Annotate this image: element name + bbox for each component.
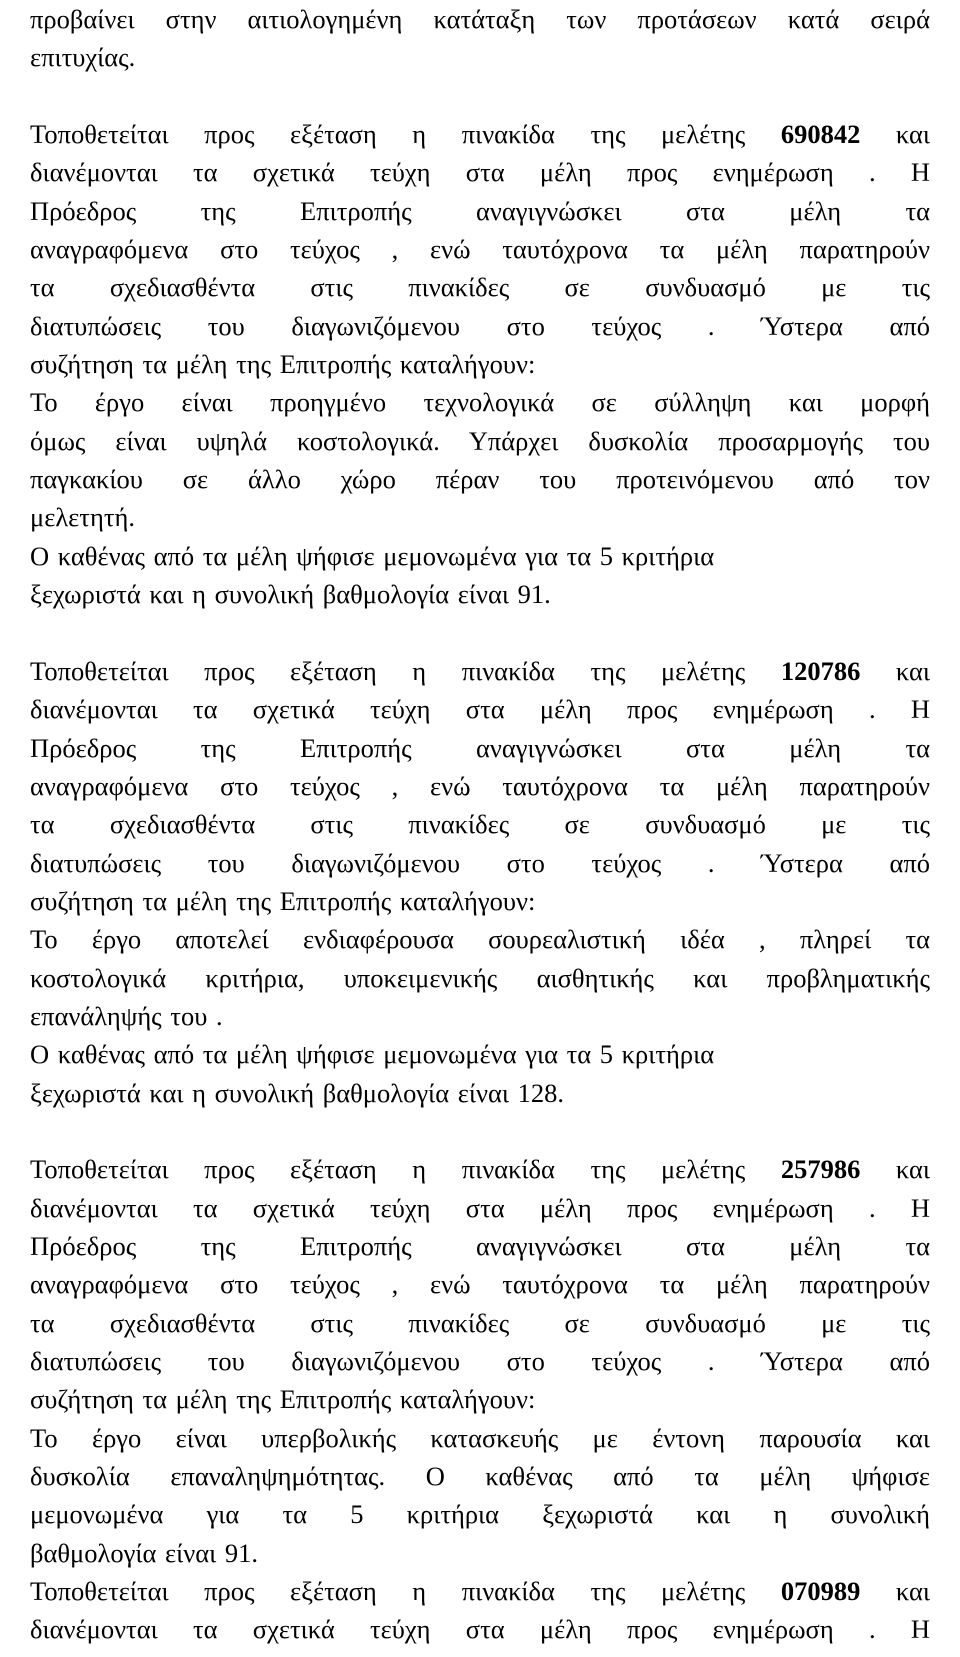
text-line bbox=[30, 1150, 930, 1188]
text-line: Το έργο αποτελεί ενδιαφέρουσα σουρεαλιστική ιδέα , πληρεί τα bbox=[30, 924, 930, 955]
text-line: Ο καθένας από τα μέλη ψήφισε μεμονωμένα για τα 5 κριτήρια bbox=[30, 1039, 715, 1070]
text-line-tail: και bbox=[860, 119, 930, 150]
text-line-tail: και bbox=[860, 1576, 930, 1607]
text-line: αναγραφόμενα στο τεύχος , ενώ ταυτόχρονα τα μέλη παρατηρούν bbox=[30, 770, 930, 801]
text-line: βαθμολογία είναι 91. bbox=[30, 1537, 258, 1568]
text-line: τα σχεδιασθέντα στις πινακίδες σε συνδυασμό με τις bbox=[30, 1307, 930, 1338]
text-line-lead: Τοποθετείται προς εξέταση η πινακίδα της μελέτης bbox=[30, 1154, 781, 1185]
text-line-lead: Τοποθετείται προς εξέταση η πινακίδα της μελέτης bbox=[30, 119, 781, 150]
document-page bbox=[30, 0, 930, 1649]
text-line: αναγραφόμενα στο τεύχος , ενώ ταυτόχρονα τα μέλη παρατηρούν bbox=[30, 234, 930, 265]
text-line bbox=[30, 652, 930, 690]
text-line: Το έργο είναι προηγμένο τεχνολογικά σε σύλληψη και μορφή bbox=[30, 387, 930, 418]
text-line: ξεχωριστά και η συνολική βαθμολογία είναι 91. bbox=[30, 579, 551, 610]
text-line: κοστολογικά κριτήρια, υποκειμενικής αισθητικής και προβληματικής bbox=[30, 962, 930, 993]
text-line-tail: και bbox=[860, 655, 930, 686]
text-line: συζήτηση τα μέλη της Επιτροπής καταλήγουν: bbox=[30, 1384, 536, 1415]
text-line: επιτυχίας. bbox=[30, 42, 136, 73]
text-line: τα σχεδιασθέντα στις πινακίδες σε συνδυασμό με τις bbox=[30, 272, 930, 303]
study-number: 257986 bbox=[780, 1154, 861, 1185]
paragraph-gap bbox=[30, 614, 930, 652]
text-line: διανέμονται τα σχετικά τεύχη στα μέλη προς ενημέρωση . Η bbox=[30, 1192, 930, 1223]
text-line-tail: και bbox=[860, 1154, 930, 1185]
paragraph-gap bbox=[30, 77, 930, 115]
text-line: τα σχεδιασθέντα στις πινακίδες σε συνδυασμό με τις bbox=[30, 809, 930, 840]
text-line: διατυπώσεις του διαγωνιζόμενου στο τεύχος . Ύστερα από bbox=[30, 310, 930, 341]
text-line: Ο καθένας από τα μέλη ψήφισε μεμονωμένα για τα 5 κριτήρια bbox=[30, 540, 715, 571]
text-line: αναγραφόμενα στο τεύχος , ενώ ταυτόχρονα τα μέλη παρατηρούν bbox=[30, 1269, 930, 1300]
paragraph-gap bbox=[30, 1112, 930, 1150]
text-line: μελετητή. bbox=[30, 502, 135, 533]
text-line: Πρόεδρος της Επιτροπής αναγιγνώσκει στα μέλη τα bbox=[30, 1231, 930, 1261]
text-line-lead: Τοποθετείται προς εξέταση η πινακίδα της μελέτης bbox=[30, 655, 781, 686]
text-line: διανέμονται τα σχετικά τεύχη στα μέλη προς ενημέρωση . Η bbox=[30, 157, 930, 188]
text-line: προβαίνει στην αιτιολογημένη κατάταξη των προτάσεων κατά σειρά bbox=[30, 4, 930, 34]
text-line: Το έργο είναι υπερβολικής κατασκευής με έντονη παρουσία και bbox=[30, 1422, 930, 1453]
text-line-lead: Τοποθετείται προς εξέταση η πινακίδα της μελέτης bbox=[30, 1576, 781, 1607]
text-line: όμως είναι υψηλά κοστολογικά. Υπάρχει δυσκολία προσαρμογής του bbox=[30, 425, 930, 456]
study-number: 690842 bbox=[780, 119, 861, 150]
text-line bbox=[30, 115, 930, 153]
text-line: Πρόεδρος της Επιτροπής αναγιγνώσκει στα μέλη τα bbox=[30, 732, 930, 763]
text-line: ξεχωριστά και η συνολική βαθμολογία είναι 128. bbox=[30, 1077, 564, 1108]
text-line: Πρόεδρος της Επιτροπής αναγιγνώσκει στα μέλη τα bbox=[30, 195, 930, 226]
study-number: 070989 bbox=[780, 1576, 861, 1607]
text-line: μεμονωμένα για τα 5 κριτήρια ξεχωριστά και η συνολική bbox=[30, 1499, 930, 1530]
text-line: παγκακίου σε άλλο χώρο πέραν του προτεινόμενου από τον bbox=[30, 464, 930, 495]
text-line: διανέμονται τα σχετικά τεύχη στα μέλη προς ενημέρωση . Η bbox=[30, 694, 930, 725]
text-line: συζήτηση τα μέλη της Επιτροπής καταλήγουν: bbox=[30, 885, 536, 916]
text-line: συζήτηση τα μέλη της Επιτροπής καταλήγουν: bbox=[30, 349, 536, 380]
text-line: διανέμονται τα σχετικά τεύχη στα μέλη προς ενημέρωση . Η bbox=[30, 1614, 930, 1645]
text-line: επανάληψής του . bbox=[30, 1000, 223, 1031]
text-line bbox=[30, 1572, 930, 1610]
study-number: 120786 bbox=[780, 655, 861, 686]
text-line: δυσκολία επαναληψημότητας. Ο καθένας από τα μέλη ψήφισε bbox=[30, 1461, 930, 1492]
text-line: διατυπώσεις του διαγωνιζόμενου στο τεύχος . Ύστερα από bbox=[30, 847, 930, 878]
text-line: διατυπώσεις του διαγωνιζόμενου στο τεύχος . Ύστερα από bbox=[30, 1346, 930, 1377]
